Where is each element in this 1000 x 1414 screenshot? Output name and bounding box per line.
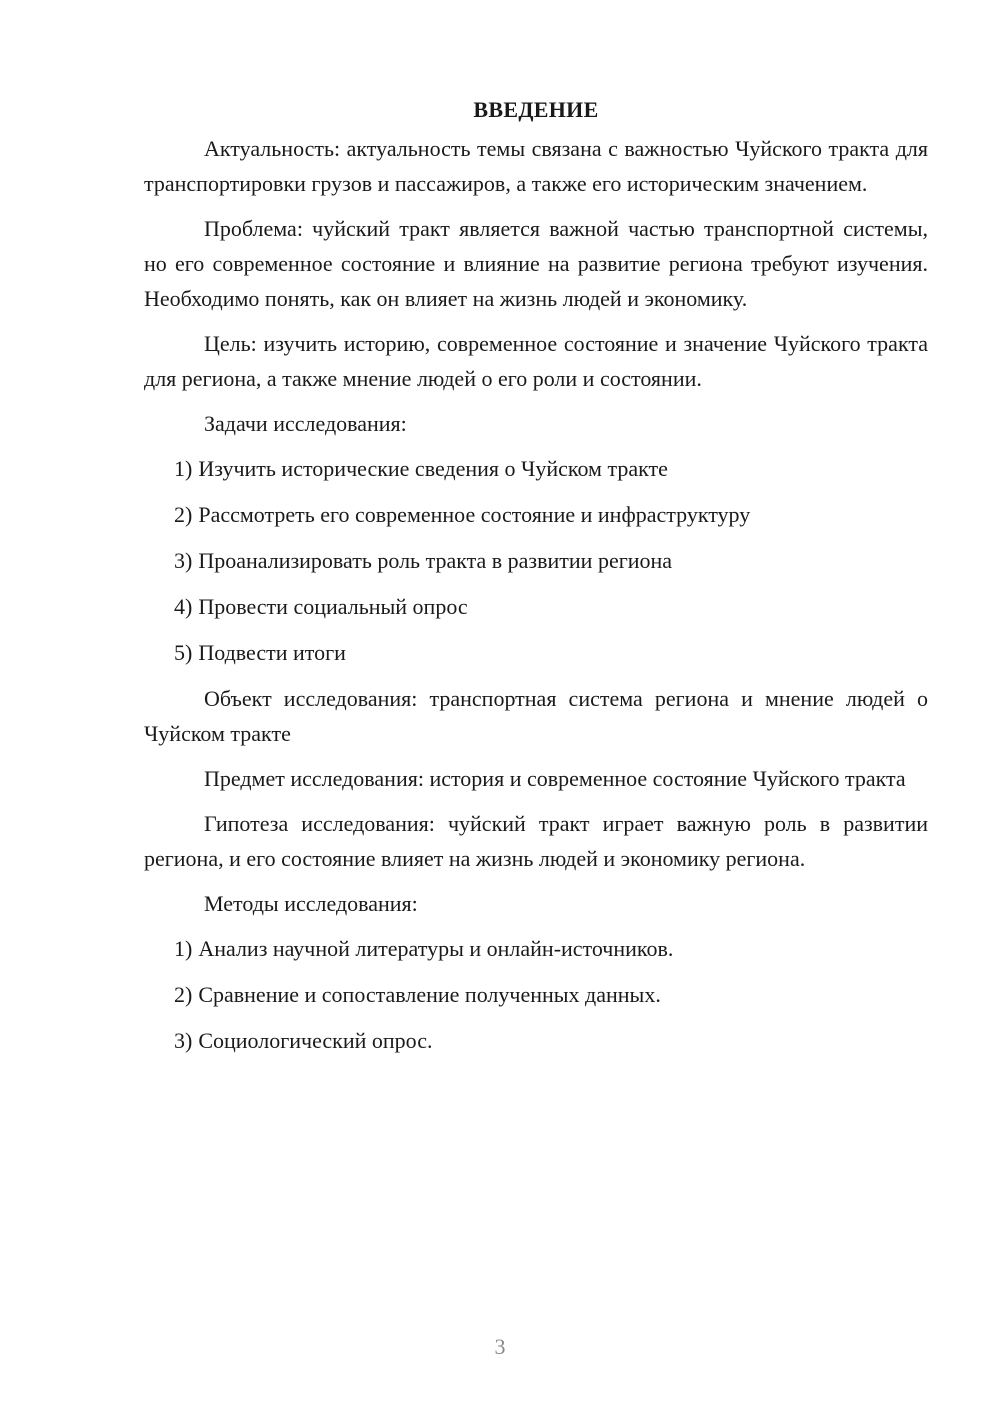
- list-item: [144, 977, 928, 1012]
- list-item-number: 1): [174, 456, 193, 481]
- list-item: [144, 931, 928, 966]
- page-title: ВВЕДЕНИЕ: [473, 97, 599, 122]
- methods-heading: Методы исследования:: [204, 891, 418, 916]
- object-paragraph: Объект исследования: транспортная система региона и мнение людей о Чуйском тракте: [144, 686, 928, 746]
- tasks-list: [144, 451, 928, 670]
- subject-paragraph: Предмет исследования: история и современное состояние Чуйского тракта: [204, 766, 906, 791]
- list-item-text: Сравнение и сопоставление полученных данных.: [198, 982, 661, 1007]
- list-item-text: Изучить исторические сведения о Чуйском тракте: [198, 456, 668, 481]
- goal-paragraph: Цель: изучить историю, современное состояние и значение Чуйского тракта для региона, а также мнение людей о его роли и состоянии.: [144, 331, 928, 391]
- document-body: [144, 95, 928, 1069]
- list-item-text: Социологический опрос.: [198, 1028, 433, 1053]
- list-item-text: Рассмотреть его современное состояние и инфраструктуру: [198, 502, 751, 527]
- list-item: [144, 589, 928, 624]
- tasks-heading: Задачи исследования:: [204, 411, 407, 436]
- page-number: 3: [494, 1334, 506, 1359]
- list-item-text: Анализ научной литературы и онлайн-источников.: [198, 936, 674, 961]
- methods-list: [144, 931, 928, 1058]
- list-item: [144, 635, 928, 670]
- list-item-number: 4): [174, 594, 193, 619]
- list-item: [144, 543, 928, 578]
- list-item-number: 2): [174, 502, 193, 527]
- list-item: [144, 451, 928, 486]
- list-item-number: 3): [174, 548, 193, 573]
- list-item-number: 3): [174, 1028, 193, 1053]
- list-item: [144, 497, 928, 532]
- list-item-number: 5): [174, 640, 193, 665]
- problem-paragraph: Проблема: чуйский тракт является важной частью транспортной системы, но его современное состояние и влияние на развитие региона требуют изучения. Необходимо понять, как он влияет на жизнь людей и экономику.: [144, 216, 928, 311]
- list-item-text: Подвести итоги: [198, 640, 346, 665]
- hypothesis-paragraph: Гипотеза исследования: чуйский тракт играет важную роль в развитии региона, и его состояние влияет на жизнь людей и экономику региона.: [144, 811, 928, 871]
- list-item: [144, 1023, 928, 1058]
- list-item-number: 2): [174, 982, 193, 1007]
- list-item-text: Проанализировать роль тракта в развитии региона: [198, 548, 673, 573]
- list-item-number: 1): [174, 936, 193, 961]
- list-item-text: Провести социальный опрос: [198, 594, 468, 619]
- relevance-paragraph: Актуальность: актуальность темы связана с важностью Чуйского тракта для транспортировки грузов и пассажиров, а также его историческим значением.: [144, 136, 928, 196]
